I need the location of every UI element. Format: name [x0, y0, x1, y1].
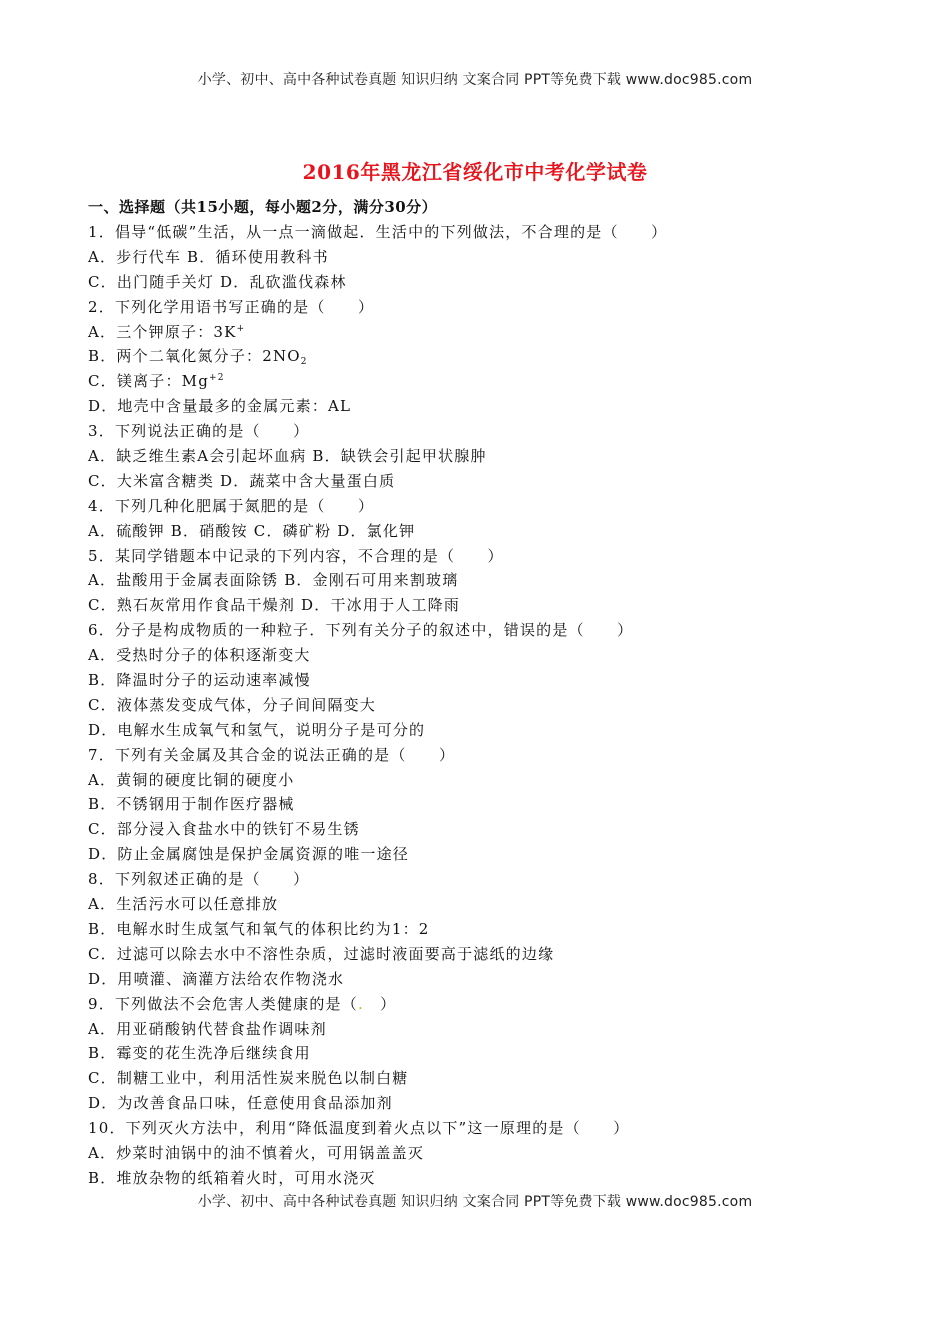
question-7-option-c: C．部分浸入食盐水中的铁钉不易生锈	[88, 820, 360, 839]
option-text: C．镁离子：Mg	[88, 372, 210, 391]
question-7-option-d: D．防止金属腐蚀是保护金属资源的唯一途径	[88, 845, 410, 864]
question-10-option-a: A．炒菜时油锅中的油不慎着火，可用锅盖盖灭	[88, 1143, 425, 1162]
question-6-option-c: C．液体蒸发变成气体，分子间间隔变大	[88, 695, 377, 714]
question-8-option-b: B．电解水时生成氢气和氧气的体积比约为1：2	[88, 919, 430, 938]
question-10: 10．下列灭火方法中，利用“降低温度到着火点以下”这一原理的是（ ）	[88, 1119, 630, 1138]
question-3-options-ab: A．缺乏维生素A会引起坏血病 B．缺铁会引起甲状腺肿	[88, 447, 487, 466]
question-2-option-b	[88, 344, 888, 369]
superscript-charge: +2	[209, 373, 225, 384]
question-1-options-cd: C．出门随手关灯 D．乱砍滥伐森林	[88, 272, 347, 291]
question-8-option-c: C．过滤可以除去水中不溶性杂质，过滤时液面要高于滤纸的边缘	[88, 944, 555, 963]
question-1: 1．倡导“低碳”生活，从一点一滴做起．生活中的下列做法，不合理的是（ ）	[88, 223, 668, 241]
question-6-option-a: A．受热时分子的体积逐渐变大	[88, 646, 311, 665]
question-7: 7．下列有关金属及其合金的说法正确的是（ ）	[88, 745, 456, 764]
question-text-tail: ）	[363, 994, 397, 1013]
subscript-number: 2	[300, 357, 308, 368]
question-2: 2．下列化学用语书写正确的是（ ）	[88, 297, 375, 316]
question-2-option-d: D．地壳中含量最多的金属元素：AL	[88, 397, 352, 416]
question-list	[88, 220, 888, 1191]
page-header: 小学、初中、高中各种试卷真题 知识归纳 文案合同 PPT等免费下载 www.doc985.com	[197, 72, 753, 88]
question-2-option-a	[88, 320, 888, 345]
section-heading: 一、选择题（共15小题，每小题2分，满分30分）	[88, 198, 438, 216]
question-7-option-b: B．不锈钢用于制作医疗器械	[88, 795, 295, 814]
question-5-options-ab: A．盐酸用于金属表面除锈 B．金刚石可用来割玻璃	[88, 571, 459, 590]
question-9-option-d: D．为改善食品口味，任意使用食品添加剂	[88, 1094, 393, 1113]
option-text: B．两个二氧化氮分子：2NO	[88, 347, 301, 366]
question-9-option-b: B．霉变的花生洗净后继续食用	[88, 1044, 311, 1063]
question-5-options-cd: C．熟石灰常用作食品干燥剂 D．干冰用于人工降雨	[88, 596, 461, 615]
question-9	[88, 992, 888, 1017]
question-9-option-a: A．用亚硝酸钠代替食盐作调味剂	[88, 1019, 327, 1038]
question-8-option-a: A．生活污水可以任意排放	[88, 895, 279, 914]
option-text: A．三个钾原子：3K	[88, 322, 237, 341]
page-footer: 小学、初中、高中各种试卷真题 知识归纳 文案合同 PPT等免费下载 www.doc985.com	[197, 1194, 753, 1210]
question-6-option-b: B．降温时分子的运动速率减慢	[88, 671, 311, 690]
superscript-charge: +	[236, 323, 246, 334]
question-6-option-d: D．电解水生成氧气和氢气，说明分子是可分的	[88, 720, 426, 739]
question-2-option-c	[88, 369, 888, 394]
question-4: 4．下列几种化肥属于氮肥的是（ ）	[88, 496, 375, 515]
question-10-option-b: B．堆放杂物的纸箱着火时，可用水浇灭	[88, 1168, 376, 1187]
question-1-options-ab: A．步行代车 B．循环使用教科书	[88, 247, 329, 266]
yellow-dot-mark: .	[357, 994, 364, 1013]
question-4-options: A．硫酸钾 B．硝酸铵 C．磷矿粉 D．氯化钾	[88, 521, 416, 540]
question-3: 3．下列说法正确的是（ ）	[88, 422, 310, 441]
question-6: 6．分子是构成物质的一种粒子．下列有关分子的叙述中，错误的是（ ）	[88, 621, 634, 640]
question-8: 8．下列叙述正确的是（ ）	[88, 870, 310, 889]
question-text: 9．下列做法不会危害人类健康的是（	[88, 994, 358, 1013]
question-3-options-cd: C．大米富含糖类 D．蔬菜中含大量蛋白质	[88, 471, 396, 490]
question-8-option-d: D．用喷灌、滴灌方法给农作物浇水	[88, 969, 345, 988]
question-5: 5．某同学错题本中记录的下列内容，不合理的是（ ）	[88, 546, 504, 565]
question-7-option-a: A．黄铜的硬度比铜的硬度小	[88, 770, 295, 789]
question-9-option-c: C．制糖工业中，利用活性炭来脱色以制白糖	[88, 1069, 409, 1088]
page-title: 2016年黑龙江省绥化市中考化学试卷	[302, 160, 648, 184]
